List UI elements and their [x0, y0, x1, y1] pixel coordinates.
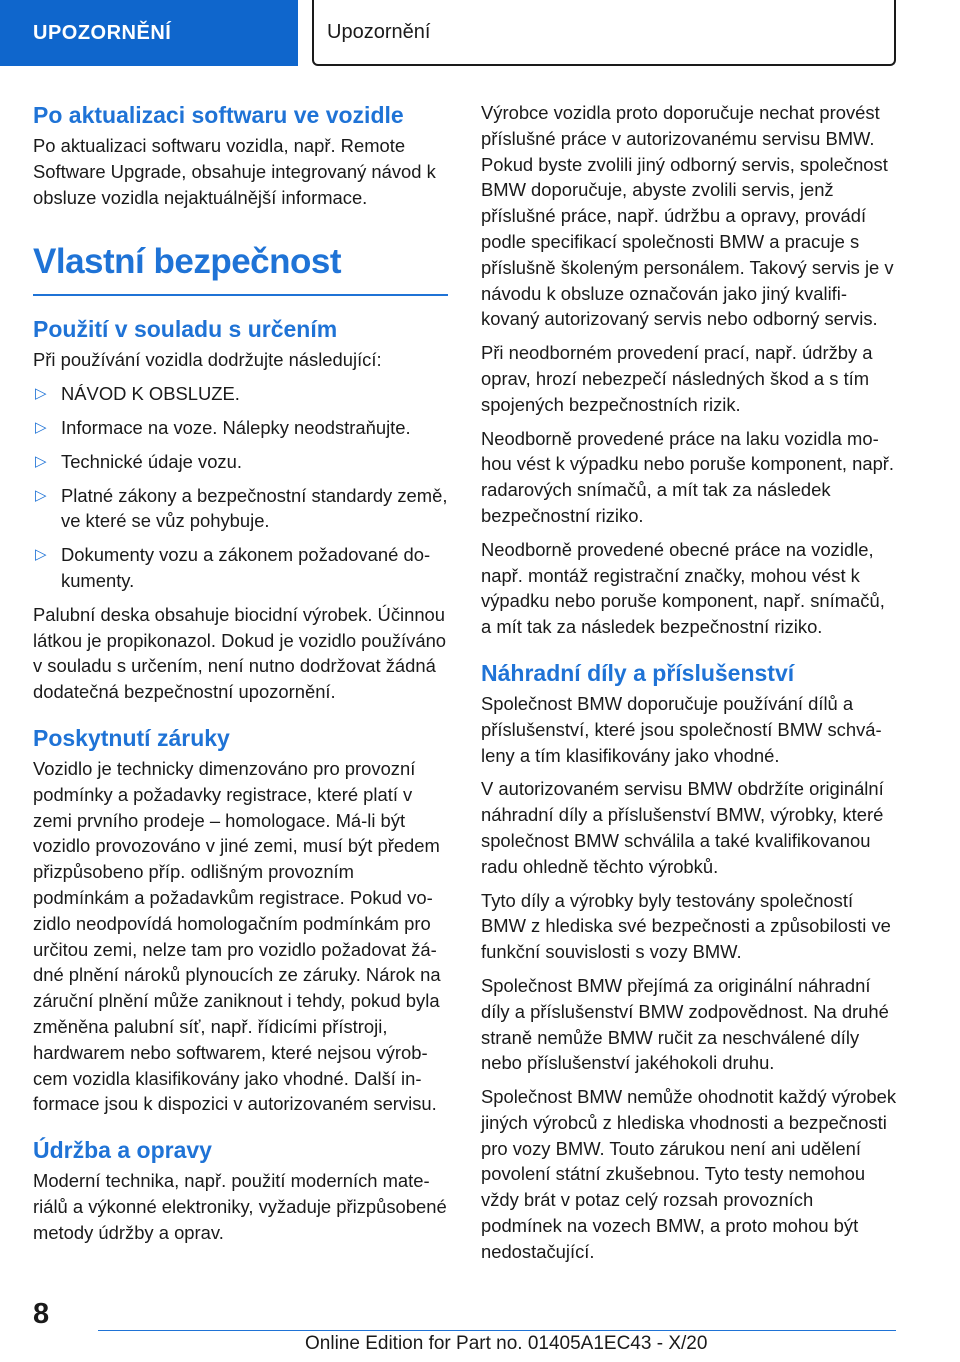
- list-item: ▷ NÁVOD K OBSLUZE.: [33, 381, 448, 407]
- triangle-bullet-icon: ▷: [35, 486, 47, 504]
- heading-intended-use: Použití v souladu s určením: [33, 316, 338, 343]
- list-item: ▷ Technické údaje vozu.: [33, 449, 448, 475]
- footer-edition: Online Edition for Part no. 01405A1EC43 - X/20: [305, 1333, 708, 1354]
- bullet-list: [33, 381, 448, 594]
- paragraph-biocide: Palubní deska obsahuje biocidní výrobek. Účinnou látkou je propikonazol. Dokud je vozidlo používáno v souladu s určením, není nutno dodržovat žádná dodatečná bezpečnostní upozornění.: [33, 603, 447, 703]
- heading-parts-accessories: Náhradní díly a příslušenství: [481, 659, 795, 686]
- paragraph-paint-work: Neodborně provedené práce na laku vozidla mohou vést k výpadku nebo poruše komponent, např. radarových snímačů, a mít tak za následek bezpečnostní riziko.: [481, 427, 895, 526]
- paragraph-intended-use: Při používání vozidla dodržujte následující:: [33, 349, 382, 371]
- triangle-bullet-icon: ▷: [35, 546, 47, 564]
- paragraph-general-work: Neodborně provedené obecné práce na vozidle, např. montáž registrační značky, mohou vést k výpadku nebo poruše komponent, např. snímačů, a mít tak za následek bezpečnostní riziko.: [481, 538, 885, 638]
- heading-software-update: Po aktualizaci softwaru ve vozidle: [33, 102, 404, 128]
- page-title: Upozornění: [312, 0, 896, 66]
- list-item: ▷ Dokumenty vozu a zákonem požadované dokumenty.: [35, 544, 431, 591]
- triangle-bullet-icon: ▷: [35, 385, 47, 403]
- paragraph-maintenance: Moderní technika, např. použití moderních materiálů a výkonné elektroniky, vyžaduje přizpůsobené metody údržby a oprav.: [33, 1170, 447, 1243]
- paragraph-parts-2: V autorizovaném servisu BMW obdržíte originální náhradní díly a příslušenství BMW, výrobky, které společnost BMW schválila a také kvalifikovanou radu ohledně těchto výrobků.: [481, 778, 884, 877]
- paragraph-service-recommendation: Výrobce vozidla proto doporučuje nechat provést příslušné práce v autorizovanému servisu BMW. Pokud byste zvolili jiný odborný servis, společnost BMW doporučuje, abyste zvolili servis, jenž příslušné práce, např. údržbu a opravy, provádí podle specifikací společnosti BMW a pracuje s příslušně školeným personálem. Takový servis je v návodu k obsluze označován jako jiný kvalifikovaný autorizovaný servis nebo odborný servis.: [481, 102, 894, 330]
- paragraph-warranty: Vozidlo je technicky dimenzováno pro provozní podmínky a požadavky registrace, které platí v zemi prvního prodeje – homologace. Má-li být vozidlo provozováno v jiné zemi, musí být předem přizpůsobeno příp. odlišným provozním podmínkám a požadavkům registrace. Pokud vozidlo neodpovídá homologačním podmínkám pro určitou zemi, nelze tam pro vozidlo požadovat žádné plnění nároků plynoucích ze záruky. Nárok na záruční plnění může zaniknout i tehdy, pokud byla změněna palubní síť, např. řídicími přístroji, hardwarem nebo softwarem, které nejsou výrobcem vozidla klasifikovány jako vhodné. Další informace jsou k dispozici v autorizovaném servisu.: [33, 757, 441, 1115]
- triangle-bullet-icon: ▷: [35, 418, 47, 436]
- list-item: ▷ Platné zákony a bezpečnostní standardy země, ve které se vůz pohybuje.: [35, 484, 448, 532]
- page-header: [0, 0, 960, 66]
- heading-rule: [33, 294, 448, 296]
- heading-maintenance: Údržba a opravy: [33, 1137, 212, 1164]
- section-label: UPOZORNĚNÍ: [0, 0, 298, 66]
- right-column: [481, 100, 898, 1273]
- heading-warranty: Poskytnutí záruky: [33, 724, 230, 751]
- paragraph-parts-5: Společnost BMW nemůže ohodnotit každý výrobek jiných výrobců z hlediska vhodnosti a bezpečnosti pro vozy BMW. Touto zárukou není ani udělení povolení státní zkušebnou. Tyto testy nemohou vždy brát v potaz celý rozsah provozních podmínek na vozech BMW, a proto mohou být nedostačující.: [481, 1086, 897, 1262]
- triangle-bullet-icon: ▷: [35, 452, 47, 470]
- paragraph-software-update: Po aktualizaci softwaru vozidla, např. Remote Software Upgrade, obsahuje integrovaný návod k obsluze vozidla nejaktuálnější informace.: [33, 135, 436, 208]
- paragraph-parts-1: Společnost BMW doporučuje používání dílů a příslušenství, které jsou společností BMW schváleny a tím klasifikovány jako vhodné.: [481, 692, 882, 766]
- paragraph-parts-4: Společnost BMW přejímá za originální náhradní díly a příslušenství BMW zodpovědnost. Na druhé straně nemůže BMW ručit za neschválené díly nebo příslušenství jakéhokoli druhu.: [481, 974, 889, 1074]
- heading-own-safety: Vlastní bezpečnost: [33, 242, 342, 282]
- left-column: [33, 100, 448, 1254]
- page-number: 8: [33, 1298, 50, 1330]
- paragraph-improper-work: Při neodborném provedení prací, např. údržby a oprav, hrozí nebezpečí následných škod a s tím spojených bezpečnostních rizik.: [481, 342, 873, 415]
- footer-rule: [98, 1330, 896, 1331]
- paragraph-parts-3: Tyto díly a výrobky byly testovány společností BMW z hlediska své bezpečnosti a způsobilosti ve funkční souvislosti s vozy BMW.: [481, 889, 891, 963]
- list-item: ▷ Informace na voze. Nálepky neodstraňujte.: [33, 415, 448, 441]
